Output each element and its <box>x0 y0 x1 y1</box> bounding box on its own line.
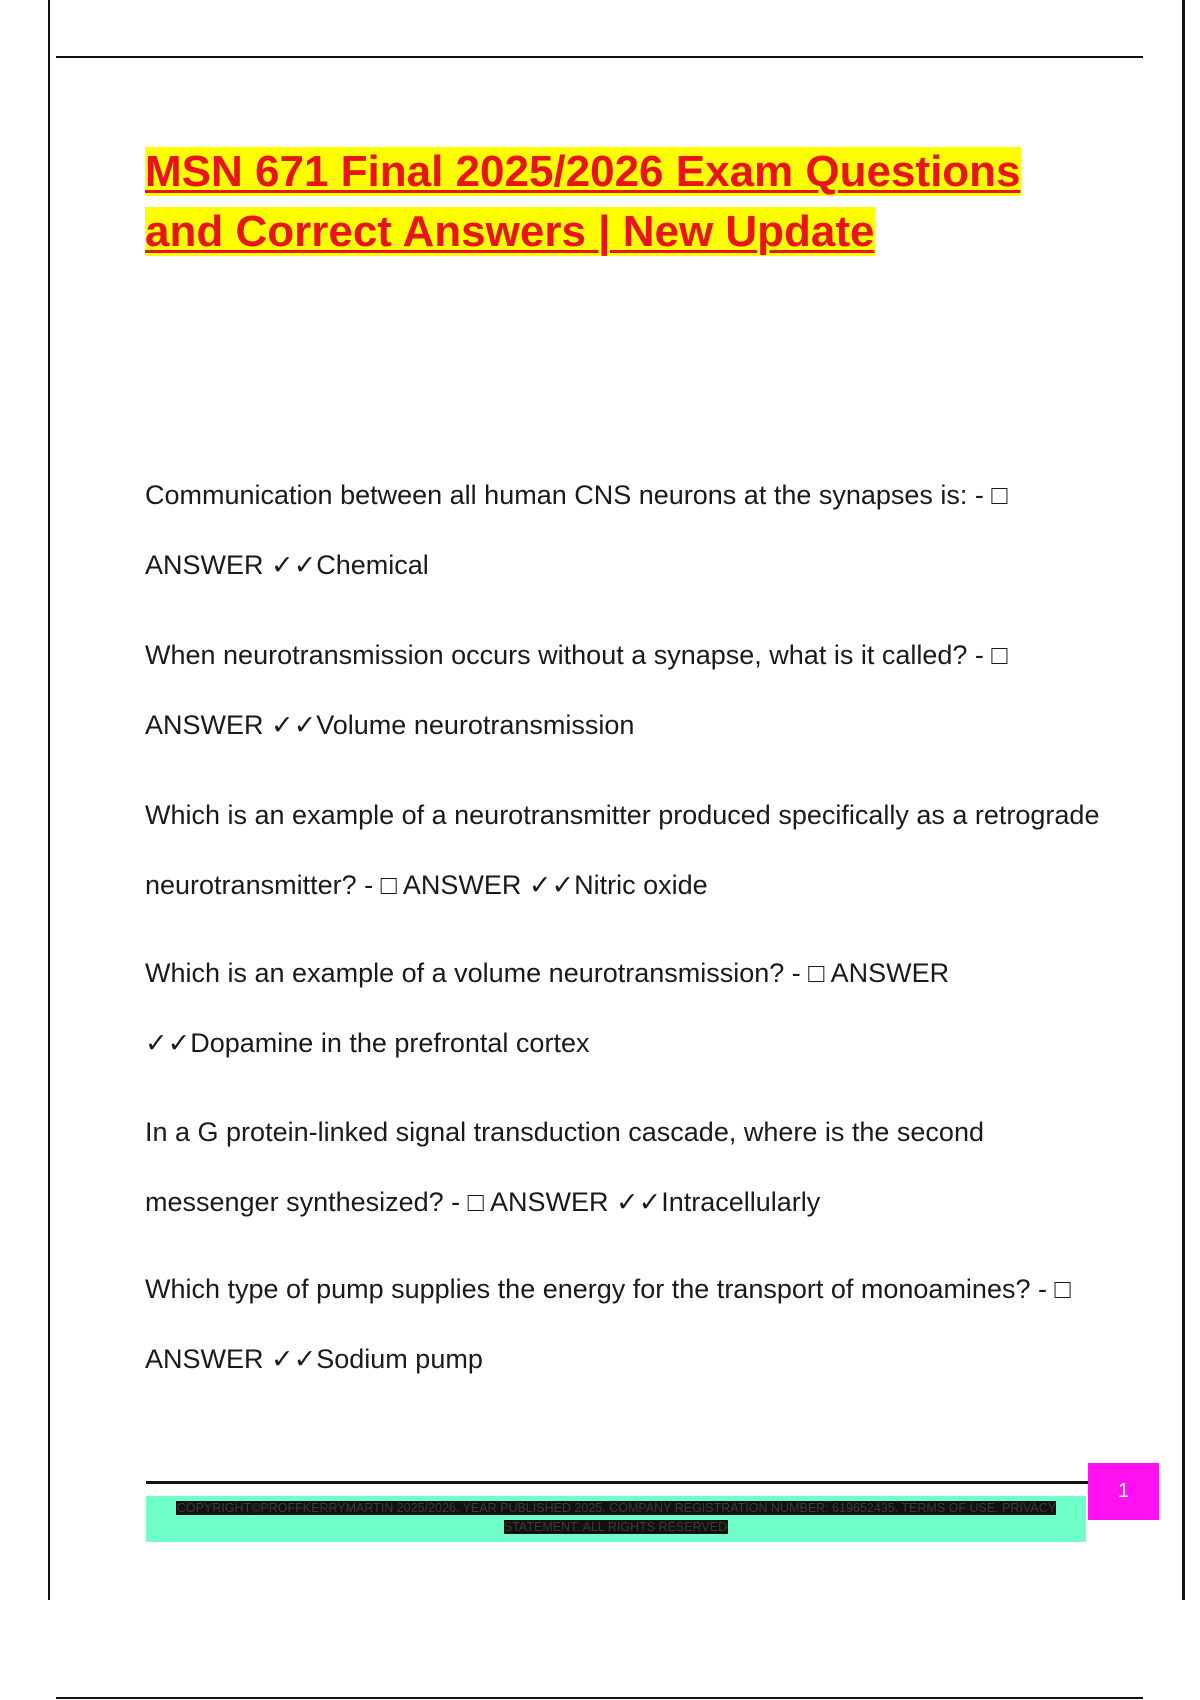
qa-item-3: Which is an example of a neurotransmitter produced specifically as a retrograde neurotransmitter? - □ ANSWER ✓✓Nitric oxide <box>145 800 1100 900</box>
bottom-rule <box>56 1697 1143 1699</box>
qa-item-5: In a G protein-linked signal transduction cascade, where is the second messenger synthesized? - □ ANSWER ✓✓Intracellularly <box>145 1117 984 1217</box>
qa-item-1: Communication between all human CNS neurons at the synapses is: - □ ANSWER ✓✓Chemical <box>145 480 1008 580</box>
qa-item-2: When neurotransmission occurs without a synapse, what is it called? - □ ANSWER ✓✓Volume neurotransmission <box>145 640 1008 740</box>
qa-item-4: Which is an example of a volume neurotransmission? - □ ANSWER ✓✓Dopamine in the prefrontal cortex <box>145 958 950 1058</box>
top-rule <box>56 56 1143 58</box>
footer-rule <box>146 1481 1088 1484</box>
page-border-right <box>1182 0 1185 1600</box>
document-title-text: MSN 671 Final 2025/2026 Exam Questions and Correct Answers | New Update <box>145 147 1021 256</box>
copyright-text: COPYRIGHT©PROFFKERRYMARTIN 2025/2026. YEAR PUBLISHED 2025. COMPANY REGISTRATION NUMBER: 619652435. TERMS OF USE. PRIVACY STATEMENT. ALL RIGHTS RESERVED <box>176 1501 1057 1534</box>
qa-item-6: Which type of pump supplies the energy for the transport of monoamines? - □ ANSWER ✓✓Sodium pump <box>145 1274 1071 1374</box>
copyright-footer <box>146 1496 1086 1542</box>
document-title <box>145 142 1045 262</box>
page-border-left <box>48 0 50 1600</box>
page-number: 1 <box>1088 1463 1159 1520</box>
